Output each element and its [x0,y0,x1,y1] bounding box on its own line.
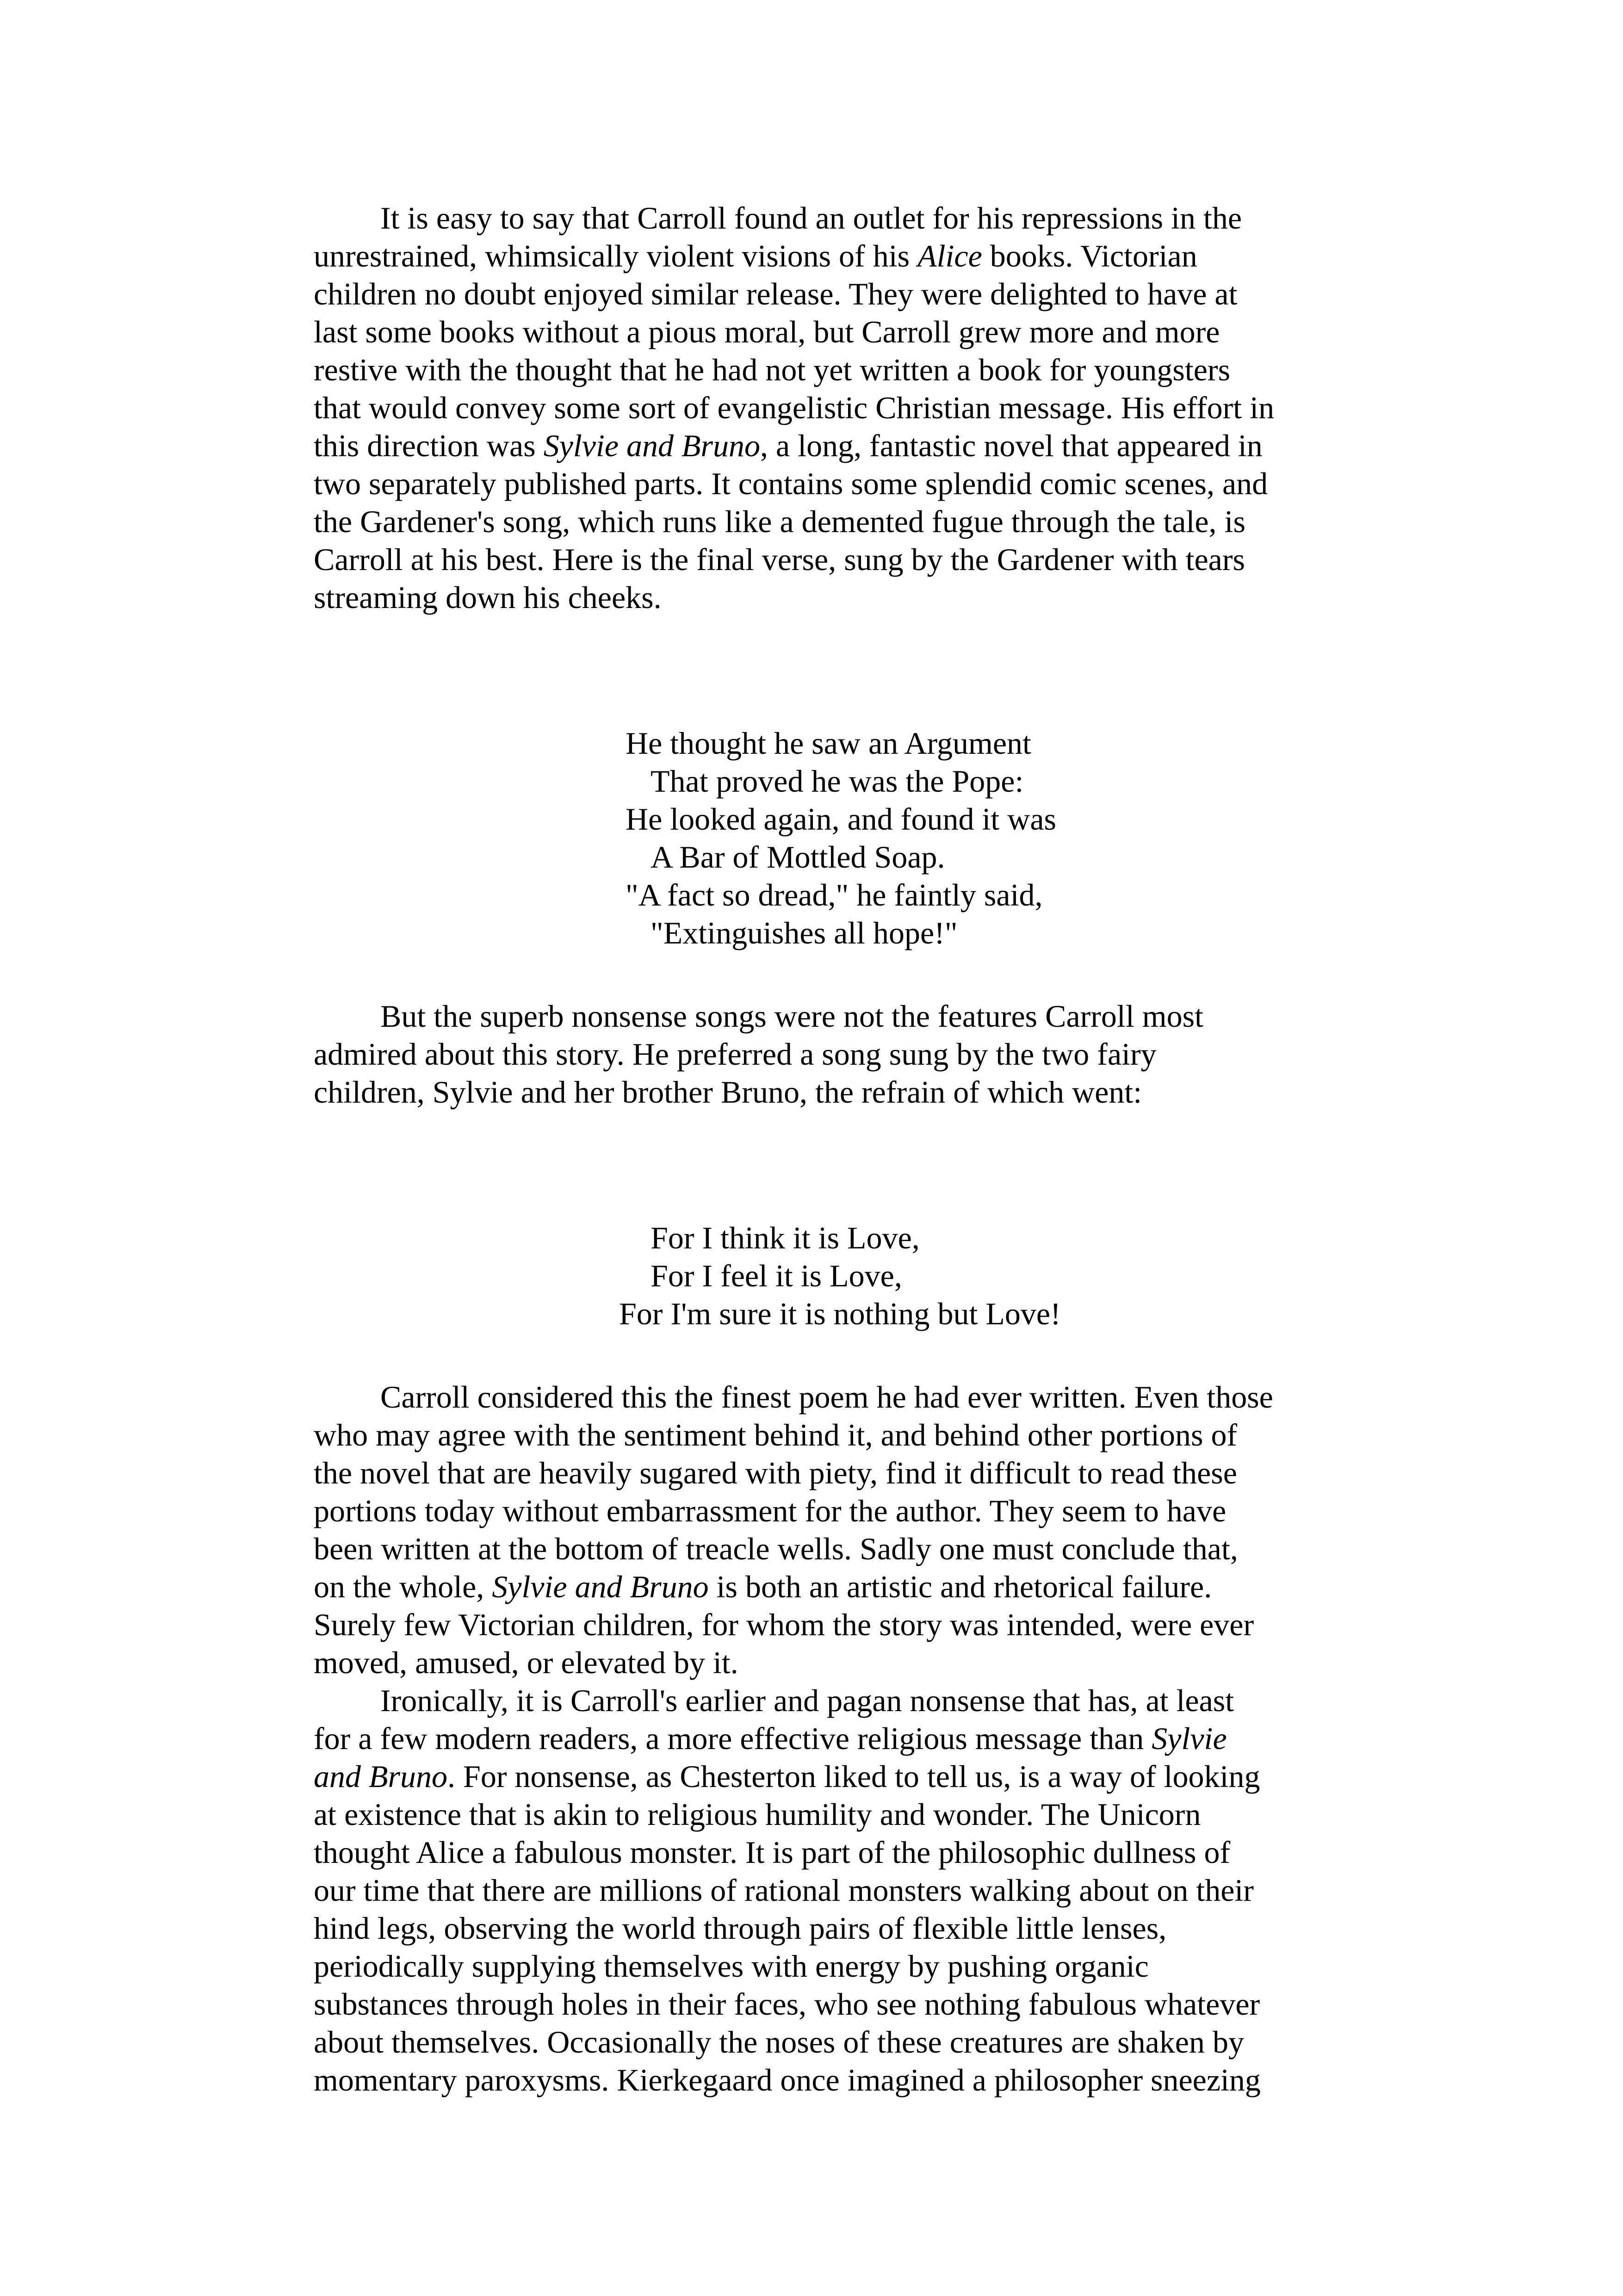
text-line: on the whole, Sylvie and Bruno is both an artistic and rhetorical failure. [314,1569,1212,1604]
verse-line: For I'm sure it is nothing but Love! [619,1296,1061,1331]
verse-line: "A fact so dread," he faintly said, [626,877,1043,912]
text-line: the novel that are heavily sugared with piety, find it difficult to read these [314,1455,1237,1490]
text-line: restive with the thought that he had not yet written a book for youngsters [314,352,1231,387]
verse-line: For I feel it is Love, [650,1258,902,1293]
text-line: momentary paroxysms. Kierkegaard once imagined a philosopher sneezing [314,2062,1261,2097]
text-line: children no doubt enjoyed similar release. They were delighted to have at [314,276,1238,311]
text-line: the Gardener's song, which runs like a demented fugue through the tale, is [314,504,1245,539]
text-line: It is easy to say that Carroll found an outlet for his repressions in the [380,200,1242,236]
verse-line: "Extinguishes all hope!" [650,915,958,950]
text-line: about themselves. Occasionally the noses of these creatures are shaken by [314,2024,1244,2060]
text-line: admired about this story. He preferred a song sung by the two fairy [314,1036,1157,1072]
text-line: Carroll considered this the finest poem he had ever written. Even those [380,1379,1273,1415]
text-line: streaming down his cheeks. [314,580,662,615]
text-line: our time that there are millions of rational monsters walking about on their [314,1873,1254,1908]
text-line: who may agree with the sentiment behind it, and behind other portions of [314,1417,1238,1452]
text-line: been written at the bottom of treacle wells. Sadly one must conclude that, [314,1531,1238,1566]
verse-line: That proved he was the Pope: [650,763,1024,799]
text-line: this direction was Sylvie and Bruno, a long, fantastic novel that appeared in [314,428,1263,463]
text-line: Surely few Victorian children, for whom the story was intended, were ever [314,1607,1254,1642]
text-line: moved, amused, or elevated by it. [314,1645,738,1680]
text-line: at existence that is akin to religious humility and wonder. The Unicorn [314,1797,1201,1832]
text-line: children, Sylvie and her brother Bruno, the refrain of which went: [314,1074,1142,1110]
text-line: periodically supplying themselves with energy by pushing organic [314,1948,1149,1984]
text-line: hind legs, observing the world through pairs of flexible little lenses, [314,1911,1167,1946]
text-line: Ironically, it is Carroll's earlier and pagan nonsense that has, at least [380,1683,1234,1718]
text-line: substances through holes in their faces, who see nothing fabulous whatever [314,1986,1260,2022]
verse-line: For I think it is Love, [650,1220,920,1255]
text-line: thought Alice a fabulous monster. It is part of the philosophic dullness of [314,1835,1231,1870]
text-line: Carroll at his best. Here is the final verse, sung by the Gardener with tears [314,542,1245,577]
verse-line: A Bar of Mottled Soap. [650,839,945,875]
text-line: for a few modern readers, a more effective religious message than Sylvie [314,1721,1227,1756]
text-line: portions today without embarrassment for the author. They seem to have [314,1493,1227,1528]
verse-line: He looked again, and found it was [626,801,1056,837]
text-line: two separately published parts. It contains some splendid comic scenes, and [314,466,1268,501]
text-line: that would convey some sort of evangelistic Christian message. His effort in [314,390,1275,425]
text-line: unrestrained, whimsically violent visions of his Alice books. Victorian [314,238,1197,273]
text-line: last some books without a pious moral, but Carroll grew more and more [314,314,1220,349]
text-line: and Bruno. For nonsense, as Chesterton liked to tell us, is a way of looking [314,1759,1260,1794]
text-line: But the superb nonsense songs were not the features Carroll most [380,999,1203,1034]
verse-line: He thought he saw an Argument [626,726,1031,761]
